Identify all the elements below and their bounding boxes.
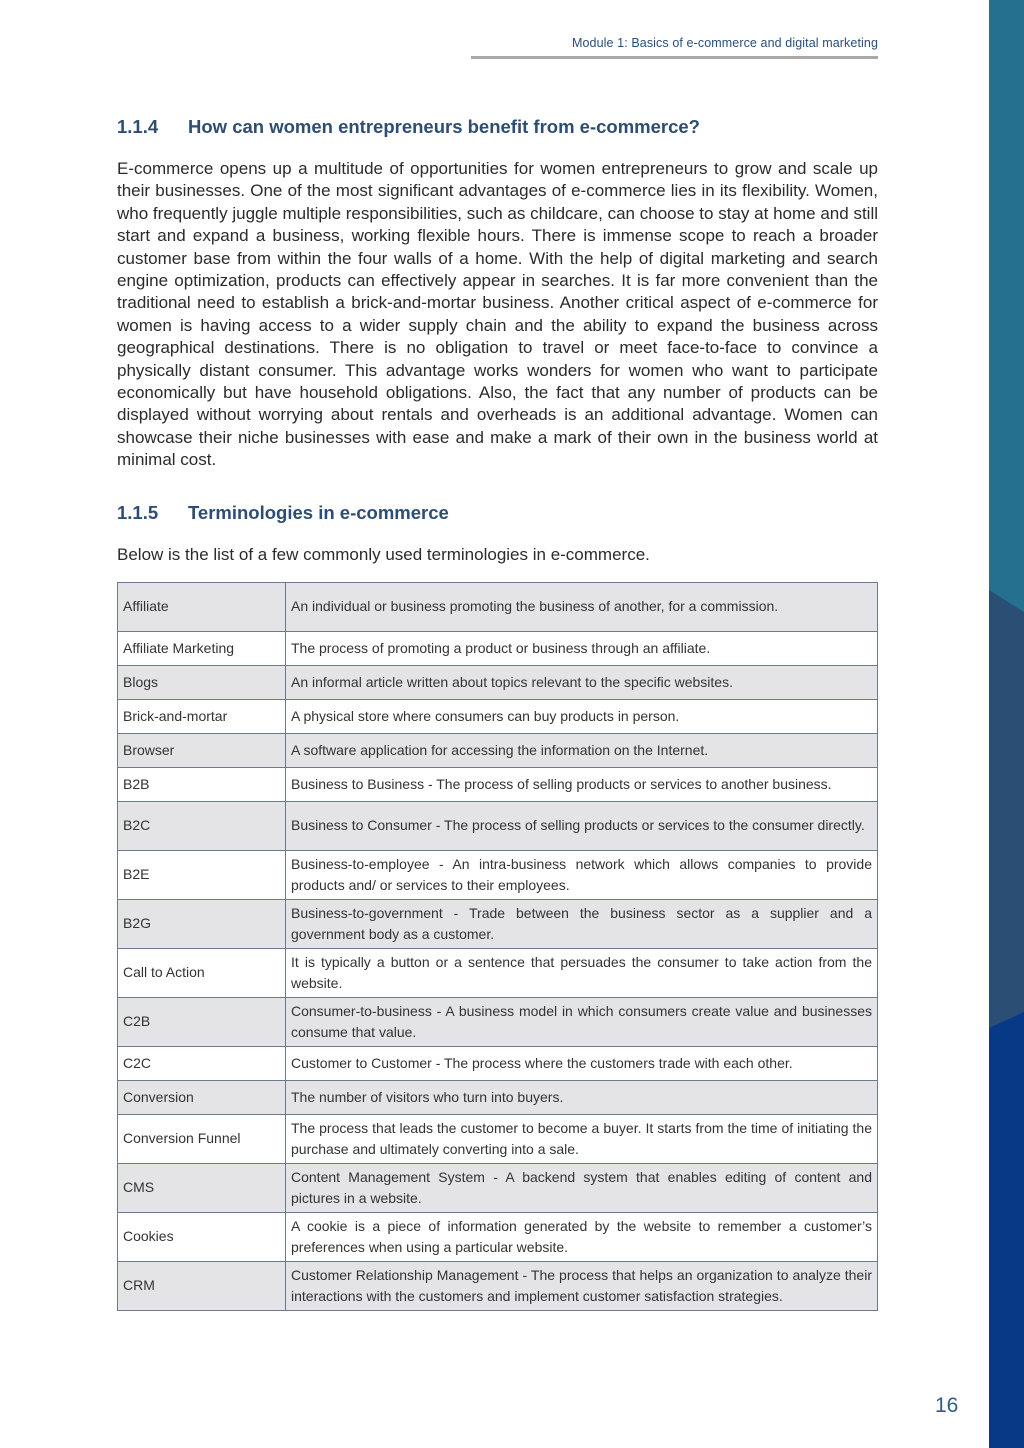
term-cell: C2B bbox=[118, 997, 286, 1046]
term-cell: B2C bbox=[118, 801, 286, 850]
section-title: Terminologies in e-commerce bbox=[188, 501, 449, 523]
definition-cell: Business-to-government - Trade between the business sector as a supplier and a government body as a customer. bbox=[286, 899, 878, 948]
term-cell: Blogs bbox=[118, 665, 286, 699]
table-row bbox=[118, 948, 878, 997]
definition-cell: It is typically a button or a sentence that persuades the consumer to take action from the website. bbox=[286, 948, 878, 997]
definition-cell: The process of promoting a product or business through an affiliate. bbox=[286, 631, 878, 665]
table-row bbox=[118, 801, 878, 850]
section-title: How can women entrepreneurs benefit from e-commerce? bbox=[188, 116, 700, 137]
body-paragraph: E-commerce opens up a multitude of opportunities for women entrepreneurs to grow and scale up their businesses. One of the most significant advantages of e-commerce lies in its flexibility. Women, who frequently juggle multiple responsibilities, such as childcare, can choose to stay at home and still start and expand a business, working flexible hours. There is immense scope to reach a broader customer base from within the four walls of a home. With the help of digital marketing and search engine optimization, products can effectively appear in searches. It is far more convenient than the traditional need to establish a brick-and-mortar business. Another critical aspect of e-commerce for women is having access to a wider supply chain and the ability to expand the business across geographical destinations. There is no obligation to travel or meet face-to-face to convince a physically distant consumer. This advantage works wonders for women who want to participate economically but have household obligations. Also, the fact that any number of products can be displayed without worrying about rentals and overheads is an additional advantage. Women can showcase their niche businesses with ease and make a mark of their own in the business world at minimal cost. bbox=[117, 159, 878, 470]
definition-cell: A physical store where consumers can buy products in person. bbox=[286, 699, 878, 733]
table-row bbox=[118, 699, 878, 733]
table-row bbox=[118, 1261, 878, 1310]
term-cell: B2E bbox=[118, 850, 286, 899]
term-cell: CRM bbox=[118, 1261, 286, 1310]
header-rule bbox=[471, 56, 878, 59]
definition-cell: Content Management System - A backend system that enables editing of content and pictures in a website. bbox=[286, 1163, 878, 1212]
term-cell: Call to Action bbox=[118, 948, 286, 997]
definition-cell: Customer to Customer - The process where the customers trade with each other. bbox=[286, 1046, 878, 1080]
term-cell: C2C bbox=[118, 1046, 286, 1080]
table-row bbox=[118, 582, 878, 631]
definition-cell: Business-to-employee - An intra-business network which allows companies to provide products and/ or services to their employees. bbox=[286, 850, 878, 899]
running-header: Module 1: Basics of e-commerce and digital marketing bbox=[571, 36, 878, 50]
table-row bbox=[118, 631, 878, 665]
definition-cell: Business to Business - The process of selling products or services to another business. bbox=[286, 767, 878, 801]
page-number: 16 bbox=[935, 1394, 959, 1417]
terminology-table bbox=[117, 582, 878, 1311]
definition-cell: An informal article written about topics relevant to the specific websites. bbox=[286, 665, 878, 699]
terminology-table-body bbox=[118, 582, 878, 1310]
term-cell: Conversion bbox=[118, 1080, 286, 1114]
term-cell: Cookies bbox=[118, 1212, 286, 1261]
section-number: 1.1.5 bbox=[117, 501, 159, 523]
table-row bbox=[118, 1080, 878, 1114]
definition-cell: Consumer-to-business - A business model in which consumers create value and businesses consume that value. bbox=[286, 997, 878, 1046]
table-row bbox=[118, 1212, 878, 1261]
term-cell: Affiliate Marketing bbox=[118, 631, 286, 665]
definition-cell: The number of visitors who turn into buyers. bbox=[286, 1080, 878, 1114]
terms-intro: Below is the list of a few commonly used terminologies in e-commerce. bbox=[117, 544, 650, 564]
table-row bbox=[118, 767, 878, 801]
term-cell: Brick-and-mortar bbox=[118, 699, 286, 733]
decorative-side-band bbox=[989, 0, 1024, 1448]
table-row bbox=[118, 733, 878, 767]
definition-cell: The process that leads the customer to become a buyer. It starts from the time of initiating the purchase and ultimately converting into a sale. bbox=[286, 1114, 878, 1163]
definition-cell: A cookie is a piece of information generated by the website to remember a customer’s preferences when using a particular website. bbox=[286, 1212, 878, 1261]
term-cell: Conversion Funnel bbox=[118, 1114, 286, 1163]
table-row bbox=[118, 665, 878, 699]
table-row bbox=[118, 850, 878, 899]
definition-cell: Customer Relationship Management - The process that helps an organization to analyze their interactions with the customers and implement customer satisfaction strategies. bbox=[286, 1261, 878, 1310]
definition-cell: An individual or business promoting the business of another, for a commission. bbox=[286, 582, 878, 631]
section-heading-women-entrepreneurs bbox=[117, 116, 878, 138]
term-cell: B2B bbox=[118, 767, 286, 801]
definition-cell: A software application for accessing the information on the Internet. bbox=[286, 733, 878, 767]
table-row bbox=[118, 899, 878, 948]
term-cell: CMS bbox=[118, 1163, 286, 1212]
section-number: 1.1.4 bbox=[117, 116, 159, 137]
table-row bbox=[118, 1046, 878, 1080]
term-cell: Browser bbox=[118, 733, 286, 767]
section-heading-terminologies bbox=[117, 502, 878, 524]
definition-cell: Business to Consumer - The process of selling products or services to the consumer directly. bbox=[286, 801, 878, 850]
page-content bbox=[117, 116, 878, 1311]
table-row bbox=[118, 997, 878, 1046]
term-cell: B2G bbox=[118, 899, 286, 948]
term-cell: Affiliate bbox=[118, 582, 286, 631]
table-row bbox=[118, 1114, 878, 1163]
table-row bbox=[118, 1163, 878, 1212]
